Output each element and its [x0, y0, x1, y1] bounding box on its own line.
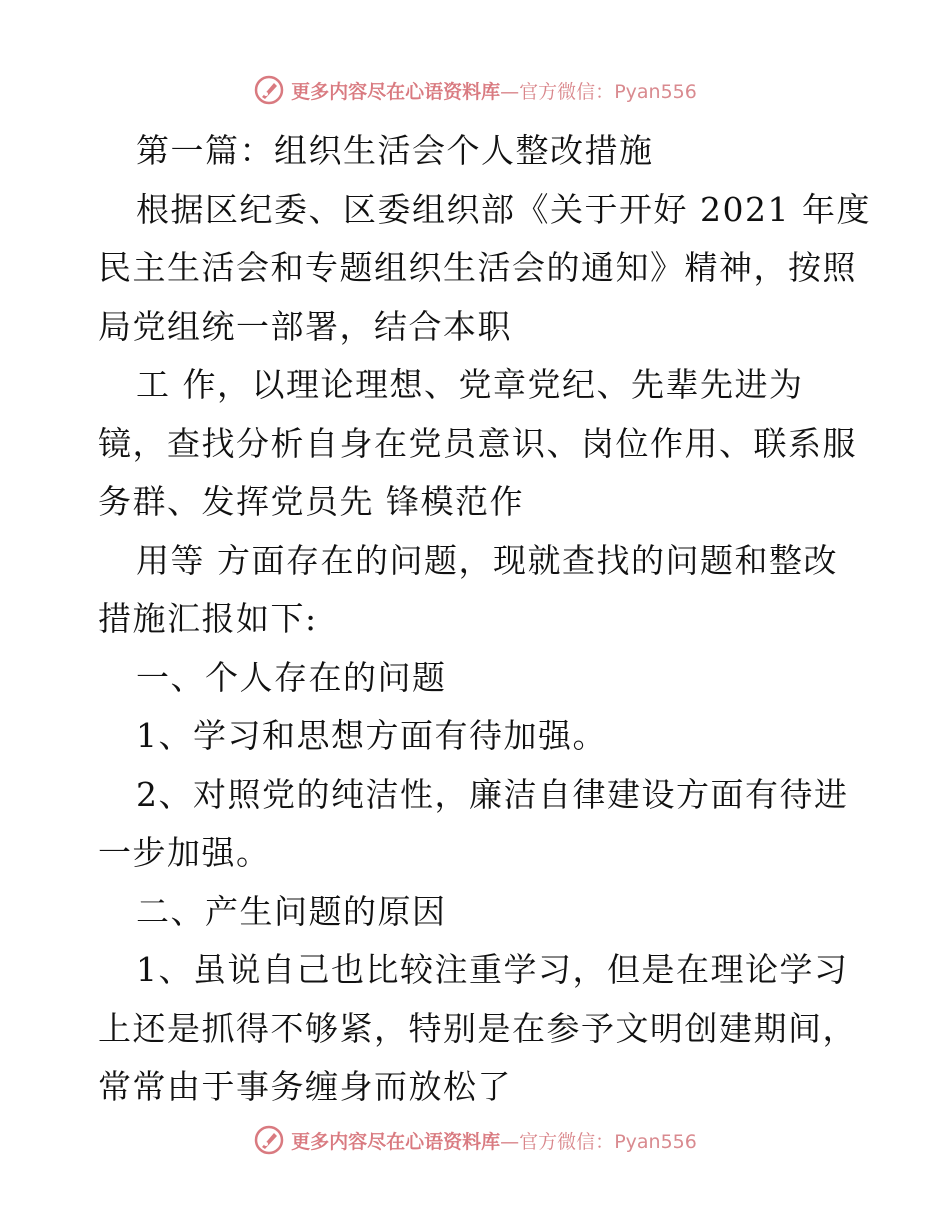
watermark-main: 更多内容尽在心语资料库 — [291, 80, 501, 103]
watermark-id: Pyan556 — [614, 80, 697, 103]
watermark-sub: —官方微信： — [500, 1130, 615, 1153]
doc-line: 1、学习和思想方面有待加强。 — [136, 716, 607, 755]
doc-line: 常常由于事务缠身而放松了 — [98, 1067, 512, 1106]
watermark-text — [291, 1127, 697, 1154]
pen-logo-icon — [253, 1124, 285, 1156]
doc-line: 一步加强。 — [98, 833, 271, 872]
watermark-header — [0, 70, 950, 110]
doc-line: 用等 方面存在的问题，现就查找的问题和整改 — [136, 540, 838, 580]
doc-line: 镜，查找分析自身在党员意识、岗位作用、联系服 — [98, 423, 857, 463]
watermark-main: 更多内容尽在心语资料库 — [291, 1130, 501, 1153]
doc-line: 上还是抓得不够紧，特别是在参予文明创建期间， — [98, 1008, 857, 1048]
doc-line: 工 作，以理论理想、党章党纪、先辈先进为 — [136, 365, 804, 404]
doc-line: 措施汇报如下: — [98, 599, 318, 638]
document-body — [98, 122, 871, 1117]
doc-line: 局党组统一部署，结合本职 — [98, 306, 512, 346]
section-heading: 二、产生问题的原因 — [136, 891, 447, 931]
doc-line: 务群、发挥党员先 锋模范作 — [98, 482, 524, 521]
watermark-id: Pyan556 — [614, 1130, 697, 1153]
pen-logo-icon — [253, 74, 285, 106]
watermark-footer — [0, 1120, 950, 1160]
watermark-text — [291, 77, 697, 104]
doc-line: 1、虽说自己也比较注重学习，但是在理论学习 — [136, 950, 849, 989]
watermark-sub: —官方微信： — [500, 80, 615, 103]
doc-line: 民主生活会和专题组织生活会的通知》精神，按照 — [98, 248, 857, 287]
doc-line: 根据区纪委、区委组织部《关于开好 2021 年度 — [136, 189, 871, 229]
section-heading: 一、个人存在的问题 — [136, 657, 447, 697]
doc-title: 第一篇：组织生活会个人整改措施 — [136, 131, 654, 170]
doc-line: 2、对照党的纯洁性，廉洁自律建设方面有待进 — [136, 774, 849, 814]
